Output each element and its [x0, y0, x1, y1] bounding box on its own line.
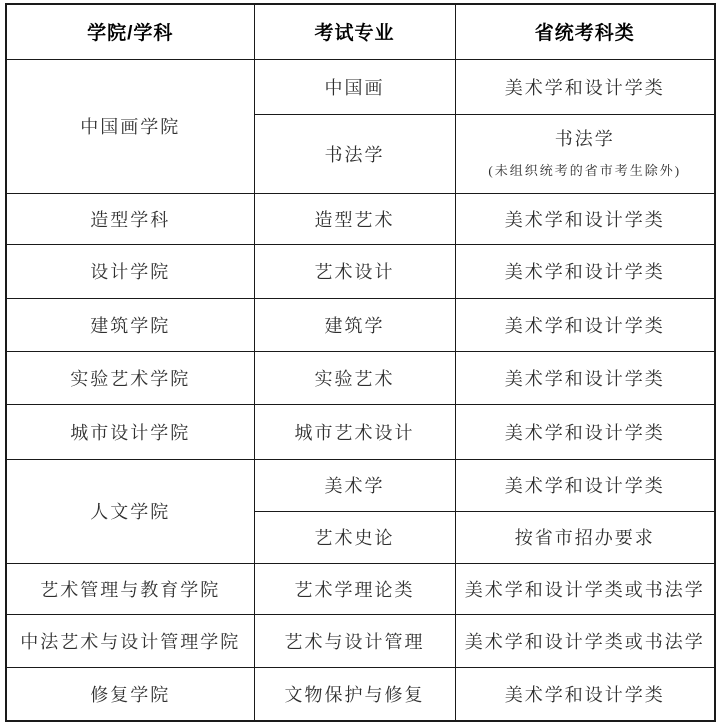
category-cell: 美术学和设计学类	[455, 193, 715, 244]
college-cell: 人文学院	[6, 459, 254, 563]
col-header-category: 省统考科类	[455, 4, 715, 59]
col-header-major: 考试专业	[254, 4, 455, 59]
college-cell: 艺术管理与教育学院	[6, 563, 254, 614]
college-cell: 中法艺术与设计管理学院	[6, 614, 254, 667]
college-cell: 城市设计学院	[6, 404, 254, 459]
table-row	[6, 244, 715, 298]
category-cell: 美术学和设计学类	[455, 667, 715, 721]
category-cell: 美术学和设计学类	[455, 351, 715, 404]
major-cell: 中国画	[254, 59, 455, 114]
category-cell: 美术学和设计学类	[455, 59, 715, 114]
major-cell: 艺术与设计管理	[254, 614, 455, 667]
category-cell: 美术学和设计学类	[455, 244, 715, 298]
major-cell: 建筑学	[254, 298, 455, 351]
category-cell: 美术学和设计学类	[455, 298, 715, 351]
category-main-text: 书法学	[554, 128, 615, 149]
category-cell: 美术学和设计学类或书法学	[455, 563, 715, 614]
college-cell: 实验艺术学院	[6, 351, 254, 404]
table-header-row	[6, 4, 715, 59]
college-cell: 建筑学院	[6, 298, 254, 351]
major-cell: 城市艺术设计	[254, 404, 455, 459]
category-cell: 按省市招办要求	[455, 511, 715, 563]
col-header-college: 学院/学科	[6, 4, 254, 59]
major-cell: 艺术设计	[254, 244, 455, 298]
category-cell: 美术学和设计学类	[455, 404, 715, 459]
college-cell: 设计学院	[6, 244, 254, 298]
college-cell: 造型学科	[6, 193, 254, 244]
category-cell: 美术学和设计学类	[455, 459, 715, 511]
major-cell: 实验艺术	[254, 351, 455, 404]
major-cell: 艺术史论	[254, 511, 455, 563]
table-row	[6, 193, 715, 244]
college-cell: 中国画学院	[6, 59, 254, 193]
major-cell: 美术学	[254, 459, 455, 511]
table-row	[6, 459, 715, 511]
table-row	[6, 298, 715, 351]
category-cell	[455, 114, 715, 193]
table-row	[6, 59, 715, 114]
major-cell: 造型艺术	[254, 193, 455, 244]
table-row	[6, 614, 715, 667]
table-row	[6, 563, 715, 614]
major-cell: 艺术学理论类	[254, 563, 455, 614]
major-cell: 书法学	[254, 114, 455, 193]
table-row	[6, 404, 715, 459]
table-row	[6, 667, 715, 721]
exam-category-table	[5, 3, 716, 722]
category-note-text: (未组织统考的省市考生除外)	[488, 163, 682, 179]
college-cell: 修复学院	[6, 667, 254, 721]
major-cell: 文物保护与修复	[254, 667, 455, 721]
table-row	[6, 351, 715, 404]
category-cell: 美术学和设计学类或书法学	[455, 614, 715, 667]
